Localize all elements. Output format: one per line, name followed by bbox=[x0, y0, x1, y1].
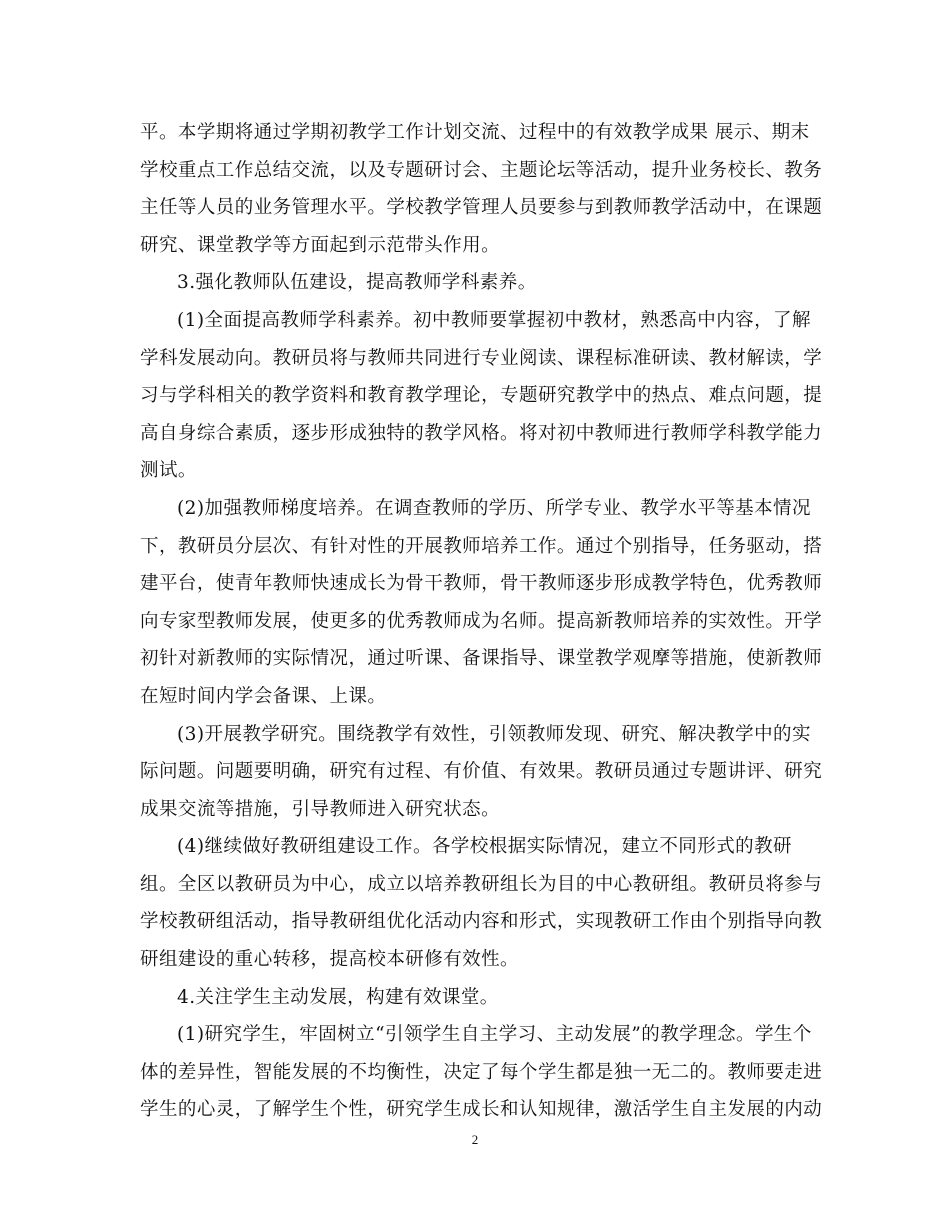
text-line: 学校教研组活动，指导教研组优化活动内容和形式，实现教研工作由个别指导向教 bbox=[140, 911, 823, 933]
text-line: 学校重点工作总结交流，以及专题研讨会、主题论坛等活动，提升业务校长、教务 bbox=[140, 159, 823, 181]
text-line: 组。全区以教研员为中心，成立以培养教研组长为目的中心教研组。教研员将参与 bbox=[140, 873, 823, 895]
text-line: 学生的心灵，了解学生个性，研究学生成长和认知规律，激活学生自主发展的内动 bbox=[140, 1099, 823, 1121]
text-line: 高自身综合素质，逐步形成独特的教学风格。将对初中教师进行教师学科教学能力 bbox=[140, 422, 823, 444]
text-line: 向专家型教师发展，使更多的优秀教师成为名师。提高新教师培养的实效性。开学 bbox=[140, 610, 823, 632]
text-line: 平。本学期将通过学期初教学工作计划交流、过程中的有效教学成果 展示、期末 bbox=[140, 122, 810, 143]
text-line: 在短时间内学会备课、上课。 bbox=[140, 685, 387, 707]
text-line: (4)继续做好教研组建设工作。各学校根据实际情况，建立不同形式的教研 bbox=[177, 836, 793, 858]
page-number: 2 bbox=[471, 1132, 479, 1147]
text-line: (1)全面提高教师学科素养。初中教师要掌握初中教材，熟悉高中内容，了解 bbox=[177, 309, 811, 331]
text-line: 建平台，使青年教师快速成长为骨干教师，骨干教师逐步形成教学特色，优秀教师 bbox=[140, 573, 823, 595]
text-line: 主任等人员的业务管理水平。学校教学管理人员要参与到教师教学活动中，在课题 bbox=[140, 197, 823, 219]
text-line: 测试。 bbox=[140, 460, 197, 482]
text-line: 下，教研员分层次、有针对性的开展教师培养工作。通过个别指导，任务驱动，搭 bbox=[140, 535, 823, 557]
text-line: (2)加强教师梯度培养。在调查教师的学历、所学专业、教学水平等基本情况 bbox=[177, 497, 811, 519]
text-line: 研究、课堂教学等方面起到示范带头作用。 bbox=[140, 234, 501, 256]
text-line: 4.关注学生主动发展，构建有效课堂。 bbox=[177, 986, 499, 1008]
text-line: 际问题。问题要明确，研究有过程、有价值、有效果。教研员通过专题讲评、研究 bbox=[140, 761, 823, 783]
text-line: 体的差异性，智能发展的不均衡性，决定了每个学生都是独一无二的。教师要走进 bbox=[140, 1061, 823, 1083]
body-text bbox=[140, 114, 823, 1129]
text-line: 研组建设的重心转移，提高校本研修有效性。 bbox=[140, 949, 520, 971]
text-line: (1)研究学生，牢固树立“引领学生自主学习、主动发展”的教学理念。学生个 bbox=[177, 1024, 812, 1046]
text-line: 成果交流等措施，引导教师进入研究状态。 bbox=[140, 798, 501, 820]
text-line: 3.强化教师队伍建设，提高教师学科素养。 bbox=[177, 272, 537, 294]
text-line: 习与学科相关的教学资料和教育教学理论，专题研究教学中的热点、难点问题，提 bbox=[140, 385, 823, 407]
text-line: (3)开展教学研究。围绕教学有效性，引领教师发现、研究、解决教学中的实 bbox=[177, 723, 811, 745]
text-line: 学科发展动向。教研员将与教师共同进行专业阅读、课程标准研读、教材解读，学 bbox=[140, 347, 823, 369]
text-line: 初针对新教师的实际情况，通过听课、备课指导、课堂教学观摩等措施，使新教师 bbox=[140, 648, 823, 670]
